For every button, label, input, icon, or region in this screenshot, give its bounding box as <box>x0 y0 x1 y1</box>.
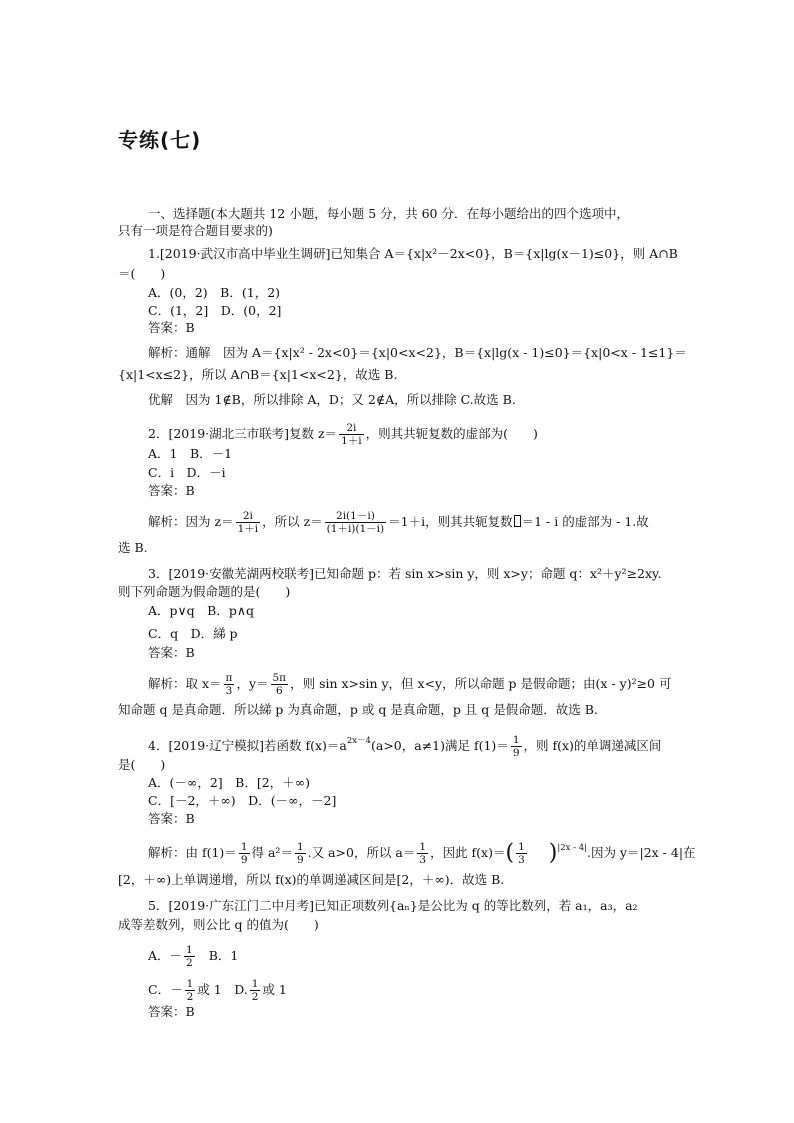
q5-optA-num: 1 <box>186 944 193 956</box>
q4-options-ab: A．(－∞，2] B．[2，＋∞) <box>148 775 310 790</box>
q4-stem-1 <box>148 733 661 759</box>
q4-sol-fraction-1 <box>239 841 250 866</box>
q5-optA-den: 2 <box>186 957 193 969</box>
q4-sol-mid-1: 得 a²＝ <box>251 845 293 860</box>
q2-stem-pre: 2．[2019·湖北三市联考]复数 z＝ <box>148 426 338 441</box>
q5-optC-pre: C．－ <box>148 982 183 997</box>
q2-sol-fraction-1 <box>236 510 261 535</box>
q2-solution-2: 选 B. <box>118 540 148 555</box>
q3-sol-f2-num: 5π <box>272 672 287 684</box>
q5-optC-den: 2 <box>186 991 194 1003</box>
q4-sol-pre: 解析：由 f(1)＝ <box>148 845 237 860</box>
q4-options-cd: C．[－2，＋∞) D．(－∞，－2] <box>148 793 337 808</box>
q4-sol-f4-den: 3 <box>518 854 525 866</box>
q4-sol-exponent: |2x - 4| <box>557 843 587 853</box>
q1-stem-1: 1.[2019·武汉市高中毕业生调研]已知集合 A＝{x|x²－2x<0}，B＝{x|lg(x－1)≤0}，则 A∩B <box>148 246 678 261</box>
q5-optD-num: 1 <box>251 978 259 990</box>
q3-solution-1 <box>148 672 671 697</box>
q2-frac-den: 1＋i <box>341 435 362 447</box>
q3-stem-2: 则下列命题为假命题的是( ) <box>118 584 291 599</box>
q4-sol-f3-num: 1 <box>419 841 427 853</box>
q2-sol-fraction-2 <box>325 510 386 535</box>
q1-stem-2: ＝( ) <box>118 266 166 281</box>
q3-sol-post: ，则 sin x>sin y，但 x<y，所以命题 p 是假命题；由(x - y)²≥0 可 <box>290 676 672 691</box>
page-title: 专练(七) <box>118 128 202 152</box>
q1-options-ab: A．(0，2) B．(1，2) <box>148 285 281 300</box>
q2-fraction <box>339 422 364 447</box>
q2-frac-num: 2i <box>339 422 364 435</box>
q2-sol-f2-den: (1＋i)(1－i) <box>326 523 385 535</box>
q2-sol-post-2: ＝1 - i 的虚部为 - 1.故 <box>521 514 649 529</box>
q5-optA-fraction <box>184 944 195 969</box>
q3-options-cd: C．q D．綈 p <box>148 626 238 641</box>
q2-solution-1 <box>148 510 649 535</box>
left-paren-glyph: ( <box>505 840 515 866</box>
q4-answer: 答案：B <box>148 811 195 826</box>
q2-sol-mid: ，所以 z＝ <box>262 514 323 529</box>
q2-sol-pre: 解析：因为 z＝ <box>148 514 234 529</box>
q4-sol-f2-num: 1 <box>296 841 304 853</box>
q4-stem-2: 是( ) <box>118 757 166 772</box>
q2-sol-f1-den: 1＋i <box>237 523 259 535</box>
q5-optC-post: 或 1 D. <box>197 982 248 997</box>
q4-sol-f3-den: 3 <box>419 854 427 866</box>
q3-stem-1: 3．[2019·安徽芜湖两校联考]已知命题 p：若 sin x>sin y，则 x>y；命题 q：x²＋y²≥2xy. <box>148 566 662 581</box>
q3-sol-fraction-2 <box>271 672 289 697</box>
q5-options-cd <box>148 978 287 1003</box>
intro-line-2: 只有一项是符合题目要求的) <box>118 223 273 238</box>
q4-sol-mid-2: .又 a>0，所以 a＝ <box>307 845 416 860</box>
q1-solution-2: {x|1<x≤2}，所以 A∩B＝{x|1<x<2}，故选 B. <box>118 367 398 382</box>
q2-sol-f2-num: 2i(1－i) <box>325 510 386 523</box>
q4-sol-f4-num: 1 <box>518 841 525 853</box>
q4-fraction <box>511 734 522 759</box>
missing-glyph-box <box>514 515 521 527</box>
q5-stem-1: 5．[2019·广东江门二中月考]已知正项数列{aₙ}是公比为 q 的等比数列，若 a₁，a₃，a₂ <box>148 898 638 913</box>
q5-optC-num: 1 <box>186 978 194 990</box>
q2-sol-post-1: ＝1＋i，则其共轭复数 <box>388 514 513 529</box>
q3-sol-pre: 解析：取 x＝ <box>148 676 222 691</box>
q4-solution-2: [2，＋∞)上单调递增，所以 f(x)的单调递减区间是[2，＋∞)．故选 B. <box>118 872 505 887</box>
q4-sol-f2-den: 9 <box>296 854 304 866</box>
q3-sol-f1-num: π <box>225 672 233 684</box>
q4-sol-fraction-3 <box>417 841 428 866</box>
q4-stem-pre: 4．[2019·辽宁模拟]若函数 f(x)＝a <box>148 738 347 753</box>
q5-optC-fraction <box>185 978 196 1003</box>
q3-solution-2: 知命题 q 是真命题．所以綈 p 为真命题，p 或 q 是真命题，p 且 q 是假命题．故选 B. <box>118 702 598 717</box>
q4-stem-post: ，则 f(x)的单调递减区间 <box>523 738 662 753</box>
q4-sol-mid-3: ，因此 f(x)＝ <box>430 845 506 860</box>
q4-solution-1 <box>148 840 696 866</box>
q3-sol-f1-den: 3 <box>225 685 233 697</box>
q3-options-ab: A．p∨q B．p∧q <box>148 603 255 618</box>
q4-stem-exponent: 2x－4 <box>346 736 371 746</box>
q4-stem-mid: (a>0，a≠1)满足 f(1)＝ <box>370 738 509 753</box>
q4-sol-fraction-2 <box>295 841 306 866</box>
q2-stem <box>148 422 538 447</box>
q3-sol-mid: ，y＝ <box>236 676 269 691</box>
q3-sol-fraction-1 <box>224 672 235 697</box>
right-paren-glyph: ) <box>548 840 558 866</box>
q1-solution-3: 优解 因为 1∉B，所以排除 A，D；又 2∉A，所以排除 C.故选 B. <box>148 392 516 407</box>
q4-sol-post: .因为 y＝|2x - 4|在 <box>586 845 696 860</box>
q5-optD-den: 2 <box>251 991 259 1003</box>
q5-optA-pre: A．－ <box>148 948 183 963</box>
q5-options-ab <box>148 944 238 969</box>
q4-frac-den: 9 <box>512 747 520 759</box>
q2-stem-post: ，则其共轭复数的虚部为( ) <box>365 426 538 441</box>
q3-answer: 答案：B <box>148 645 195 660</box>
q1-answer: 答案：B <box>148 320 195 335</box>
q5-answer: 答案：B <box>148 1004 195 1019</box>
q4-sol-f1-num: 1 <box>240 841 248 853</box>
q1-solution-1: 解析：通解 因为 A＝{x|x² - 2x<0}＝{x|0<x<2}，B＝{x|lg(x - 1)≤0}＝{x|0<x - 1≤1}＝ <box>148 345 687 360</box>
q4-frac-num: 1 <box>512 734 520 746</box>
q4-sol-fraction-4 <box>516 841 527 866</box>
q2-sol-f1-num: 2i <box>236 510 261 523</box>
q5-optD-post: 或 1 <box>262 982 287 997</box>
q5-optD-fraction <box>250 978 261 1003</box>
q2-options-cd: C．i D．－i <box>148 465 226 480</box>
q3-sol-f2-den: 6 <box>275 685 283 697</box>
q5-optB: B．1 <box>208 948 239 963</box>
q5-stem-2: 成等差数列，则公比 q 的值为( ) <box>118 917 319 932</box>
q1-options-cd: C．(1，2] D．(0，2] <box>148 303 282 318</box>
q2-answer: 答案：B <box>148 483 195 498</box>
q4-sol-f1-den: 9 <box>240 854 248 866</box>
intro-line-1: 一、选择题(本大题共 12 小题，每小题 5 分，共 60 分．在每小题给出的四个选项中， <box>148 206 629 221</box>
q2-options-ab: A．1 B．－1 <box>148 446 233 461</box>
